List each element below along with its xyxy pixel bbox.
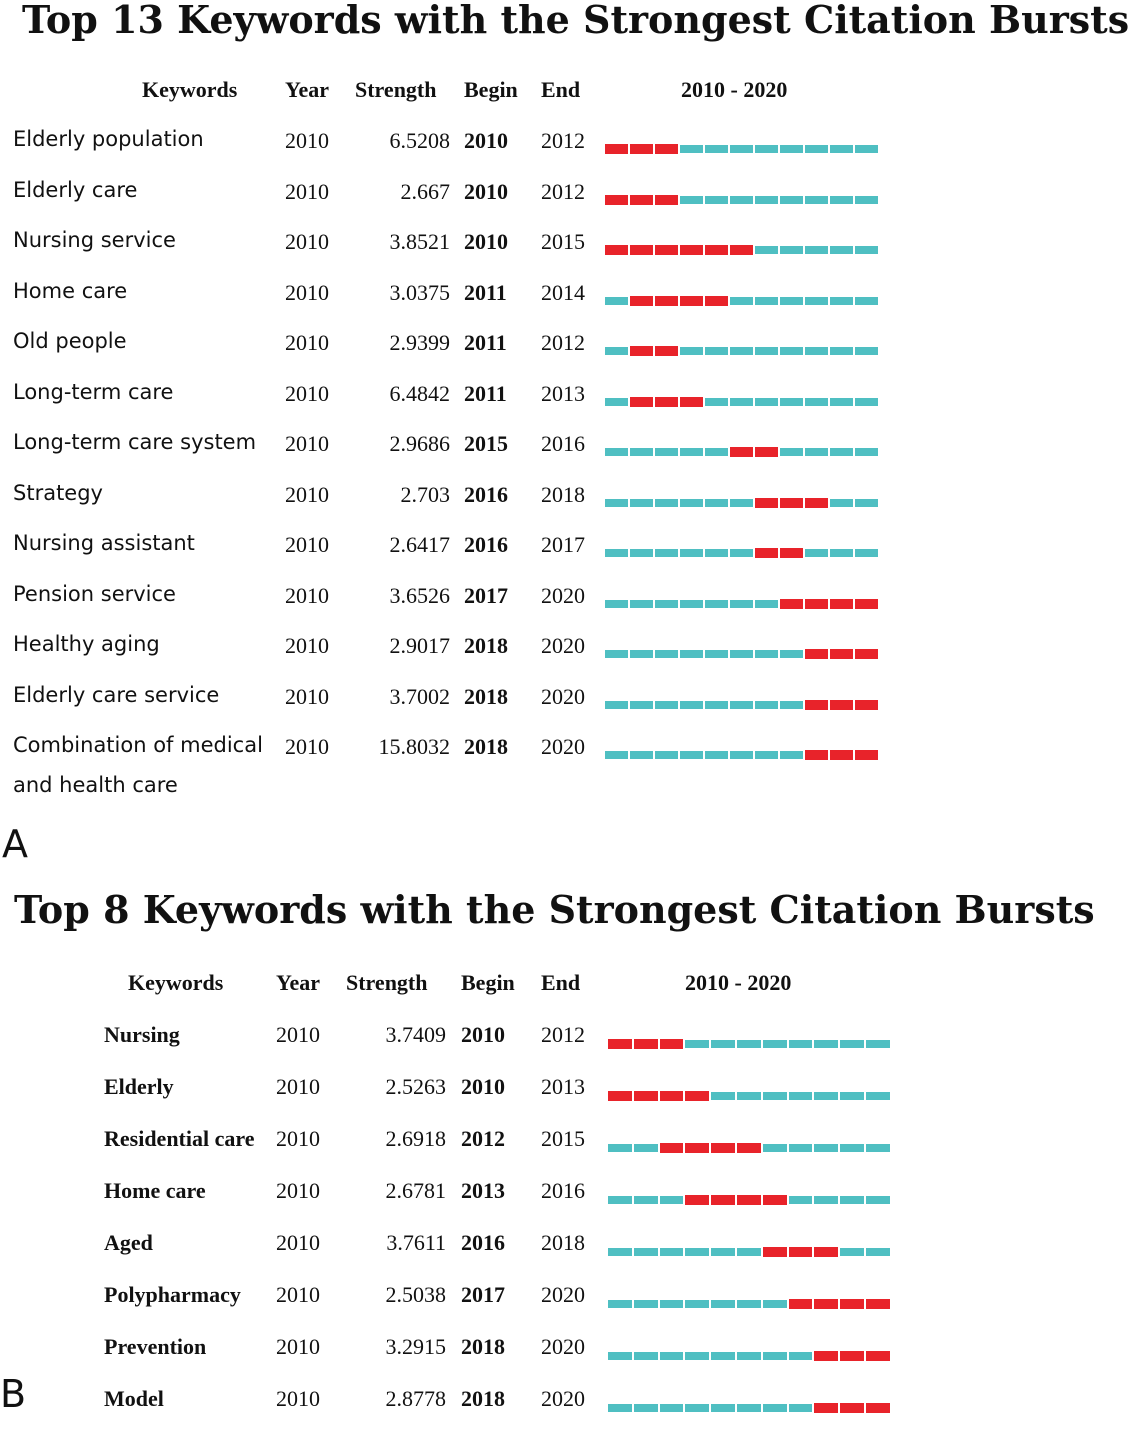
begin-year: 2011: [464, 330, 507, 355]
normal-segment: [685, 1404, 709, 1412]
normal-segment: [840, 1092, 864, 1100]
begin-year: 2018: [461, 1334, 505, 1359]
burst-segment: [685, 1195, 709, 1205]
normal-segment: [737, 1248, 761, 1256]
year-value: 2010: [285, 128, 329, 153]
year-value: 2010: [276, 1386, 320, 1411]
year-value: 2010: [285, 633, 329, 658]
normal-segment: [711, 1300, 735, 1308]
panel-a-label: A: [2, 822, 28, 866]
keyword-label: Elderly care: [13, 177, 138, 202]
burst-segment: [737, 1195, 761, 1205]
normal-segment: [711, 1248, 735, 1256]
burst-timeline: [608, 1092, 892, 1100]
normal-segment: [660, 1404, 684, 1412]
begin-year: 2018: [461, 1386, 505, 1411]
begin-year: 2018: [464, 683, 508, 709]
burst-segment: [711, 1143, 735, 1153]
keyword-label: Combination of medical and health care: [13, 733, 263, 797]
end-year: 2020: [541, 1386, 585, 1411]
table-row: [0, 1276, 983, 1326]
year-value: 2010: [285, 734, 329, 759]
begin-year: 2011: [464, 279, 507, 305]
normal-segment: [814, 1040, 838, 1048]
strength-value: 3.0375: [389, 279, 450, 305]
panel-b-title: Top 8 Keywords with the Strongest Citation Bursts: [14, 887, 1095, 932]
normal-segment: [608, 1248, 632, 1256]
year-value: 2010: [285, 683, 329, 709]
year-value: 2010: [276, 1074, 320, 1099]
begin-year: 2010: [464, 128, 508, 153]
end-year: 2013: [541, 1074, 585, 1099]
burst-timeline: [608, 1352, 892, 1360]
burst-segment: [789, 1299, 813, 1309]
normal-segment: [763, 1352, 787, 1360]
burst-segment: [814, 1403, 838, 1413]
burst-timeline: [608, 1144, 892, 1152]
begin-year: 2016: [461, 1230, 505, 1255]
normal-segment: [866, 1248, 890, 1256]
end-year: 2015: [541, 229, 585, 254]
normal-segment: [608, 1300, 632, 1308]
burst-segment: [763, 1195, 787, 1205]
normal-segment: [711, 1092, 735, 1100]
normal-segment: [660, 1248, 684, 1256]
end-year: 2014: [541, 279, 585, 305]
normal-segment: [634, 1144, 658, 1152]
end-year: 2017: [541, 532, 585, 557]
normal-segment: [763, 1092, 787, 1100]
normal-segment: [711, 1040, 735, 1048]
normal-segment: [763, 1300, 787, 1308]
normal-segment: [866, 1144, 890, 1152]
header-begin: Begin: [464, 77, 518, 102]
year-value: 2010: [285, 431, 329, 456]
strength-value: 3.8521: [389, 229, 450, 254]
end-year: 2015: [541, 1126, 585, 1151]
table-row: [0, 1068, 983, 1118]
year-value: 2010: [285, 178, 329, 204]
burst-segment: [866, 1351, 890, 1361]
table-row: [0, 1016, 983, 1066]
header-strength: Strength: [346, 970, 428, 995]
normal-segment: [608, 1352, 632, 1360]
table-row: [0, 1380, 983, 1430]
normal-segment: [608, 1144, 632, 1152]
normal-segment: [840, 1196, 864, 1204]
burst-segment: [840, 1351, 864, 1361]
strength-value: 2.9686: [389, 431, 450, 456]
normal-segment: [866, 1092, 890, 1100]
panel-b-label: B: [0, 1372, 27, 1416]
header-strength: Strength: [355, 77, 437, 102]
burst-segment: [814, 1299, 838, 1309]
burst-segment: [608, 1039, 632, 1049]
year-value: 2010: [276, 1334, 320, 1359]
panel-a-title: Top 13 Keywords with the Strongest Citation Bursts: [22, 0, 1129, 42]
keyword-label: Nursing: [104, 1022, 180, 1047]
keyword-label: Nursing service: [13, 228, 176, 252]
strength-value: 2.9017: [389, 633, 450, 658]
normal-segment: [814, 1196, 838, 1204]
strength-value: 6.4842: [389, 380, 450, 406]
table-row: [0, 1224, 983, 1274]
end-year: 2012: [541, 178, 585, 204]
strength-value: 2.8778: [385, 1386, 446, 1411]
normal-segment: [840, 1144, 864, 1152]
strength-value: 2.6417: [389, 532, 450, 557]
end-year: 2012: [541, 1022, 585, 1047]
keyword-label: Strategy: [13, 480, 103, 505]
year-value: 2010: [276, 1022, 320, 1047]
strength-value: 3.7611: [386, 1230, 446, 1255]
normal-segment: [763, 1040, 787, 1048]
burst-segment: [634, 1039, 658, 1049]
end-year: 2020: [541, 1282, 585, 1307]
header-year: Year: [276, 970, 320, 995]
normal-segment: [685, 1300, 709, 1308]
header-year: Year: [285, 77, 329, 102]
burst-segment: [814, 1351, 838, 1361]
burst-segment: [660, 1091, 684, 1101]
end-year: 2012: [541, 330, 585, 355]
keyword-label: Healthy aging: [13, 632, 160, 656]
normal-segment: [634, 1404, 658, 1412]
begin-year: 2011: [464, 380, 507, 406]
year-value: 2010: [276, 1282, 320, 1307]
begin-year: 2010: [461, 1022, 505, 1047]
year-value: 2010: [285, 229, 329, 254]
normal-segment: [634, 1352, 658, 1360]
year-value: 2010: [276, 1230, 320, 1255]
table-row: [0, 1120, 983, 1170]
normal-segment: [685, 1352, 709, 1360]
normal-segment: [814, 1092, 838, 1100]
normal-segment: [660, 1352, 684, 1360]
normal-segment: [866, 1196, 890, 1204]
normal-segment: [737, 1040, 761, 1048]
strength-value: 2.6781: [385, 1178, 446, 1203]
end-year: 2013: [541, 380, 585, 406]
begin-year: 2015: [464, 431, 508, 456]
strength-value: 2.6918: [385, 1126, 446, 1151]
burst-segment: [866, 1403, 890, 1413]
keyword-label: Home care: [13, 278, 128, 303]
keyword-label: Nursing assistant: [13, 531, 195, 555]
end-year: 2020: [541, 582, 585, 608]
normal-segment: [634, 1300, 658, 1308]
normal-segment: [737, 1352, 761, 1360]
header-end: End: [541, 77, 581, 102]
keyword-label: Home care: [104, 1178, 206, 1203]
normal-segment: [789, 1404, 813, 1412]
normal-segment: [737, 1300, 761, 1308]
year-value: 2010: [285, 279, 329, 305]
burst-segment: [789, 1247, 813, 1257]
normal-segment: [711, 1352, 735, 1360]
burst-segment: [866, 1299, 890, 1309]
normal-segment: [608, 1196, 632, 1204]
burst-segment: [634, 1091, 658, 1101]
header-keywords: Keywords: [142, 77, 238, 102]
normal-segment: [814, 1144, 838, 1152]
strength-value: 2.703: [400, 481, 450, 507]
normal-segment: [608, 1404, 632, 1412]
begin-year: 2016: [464, 532, 508, 557]
year-value: 2010: [276, 1178, 320, 1203]
table-row: [0, 1328, 983, 1378]
normal-segment: [789, 1144, 813, 1152]
keyword-label: Elderly population: [13, 127, 204, 151]
burst-timeline: [608, 1248, 892, 1256]
keyword-label: Pension service: [13, 581, 176, 606]
keyword-label: Elderly: [104, 1074, 174, 1099]
normal-segment: [789, 1196, 813, 1204]
burst-segment: [660, 1143, 684, 1153]
burst-segment: [685, 1143, 709, 1153]
normal-segment: [789, 1040, 813, 1048]
normal-segment: [737, 1092, 761, 1100]
end-year: 2020: [541, 734, 585, 759]
year-value: 2010: [285, 532, 329, 557]
strength-value: 3.6526: [389, 582, 450, 608]
normal-segment: [866, 1040, 890, 1048]
begin-year: 2013: [461, 1178, 505, 1203]
year-value: 2010: [285, 582, 329, 608]
normal-segment: [789, 1352, 813, 1360]
strength-value: 2.5038: [385, 1282, 446, 1307]
strength-value: 2.9399: [389, 330, 450, 355]
keyword-label: Aged: [104, 1230, 153, 1255]
keyword-label: Old people: [13, 329, 127, 353]
end-year: 2020: [541, 633, 585, 658]
keyword-label: Prevention: [104, 1334, 207, 1359]
strength-value: 6.5208: [389, 128, 450, 153]
header-keywords: Keywords: [128, 970, 224, 995]
burst-segment: [814, 1247, 838, 1257]
burst-segment: [840, 1403, 864, 1413]
end-year: 2018: [541, 1230, 585, 1255]
end-year: 2016: [541, 431, 585, 456]
strength-value: 2.667: [400, 178, 450, 204]
table-row: [0, 1172, 983, 1222]
header-begin: Begin: [461, 970, 515, 995]
normal-segment: [737, 1404, 761, 1412]
begin-year: 2016: [464, 481, 508, 507]
strength-value: 3.7002: [389, 683, 450, 709]
keyword-label: Model: [104, 1386, 164, 1411]
keyword-label: Long-term care: [13, 379, 174, 404]
begin-year: 2010: [464, 178, 508, 204]
normal-segment: [789, 1092, 813, 1100]
strength-value: 3.7409: [385, 1022, 446, 1047]
normal-segment: [660, 1196, 684, 1204]
begin-year: 2017: [461, 1282, 505, 1307]
burst-segment: [737, 1143, 761, 1153]
begin-year: 2018: [464, 633, 508, 658]
end-year: 2012: [541, 128, 585, 153]
keyword-label: Residential care: [104, 1126, 255, 1151]
keyword-label: Polypharmacy: [104, 1282, 241, 1307]
end-year: 2020: [541, 1334, 585, 1359]
header-end: End: [541, 970, 581, 995]
normal-segment: [634, 1196, 658, 1204]
burst-segment: [608, 1091, 632, 1101]
burst-segment: [685, 1091, 709, 1101]
year-value: 2010: [285, 481, 329, 507]
year-value: 2010: [285, 380, 329, 406]
begin-year: 2018: [464, 734, 508, 759]
begin-year: 2012: [461, 1126, 505, 1151]
header-range: 2010 - 2020: [681, 77, 788, 102]
end-year: 2018: [541, 481, 585, 507]
end-year: 2020: [541, 683, 585, 709]
strength-value: 15.8032: [378, 734, 450, 759]
keyword-label: Elderly care service: [13, 682, 220, 707]
normal-segment: [763, 1404, 787, 1412]
year-value: 2010: [276, 1126, 320, 1151]
burst-timeline: [608, 1040, 892, 1048]
normal-segment: [685, 1248, 709, 1256]
begin-year: 2017: [464, 582, 508, 608]
normal-segment: [711, 1404, 735, 1412]
normal-segment: [763, 1144, 787, 1152]
keyword-label: Long-term care system: [13, 430, 257, 454]
burst-timeline: [608, 1300, 892, 1308]
strength-value: 2.5263: [385, 1074, 446, 1099]
year-value: 2010: [285, 330, 329, 355]
begin-year: 2010: [461, 1074, 505, 1099]
burst-segment: [660, 1039, 684, 1049]
burst-segment: [840, 1299, 864, 1309]
end-year: 2016: [541, 1178, 585, 1203]
normal-segment: [840, 1040, 864, 1048]
burst-timeline: [608, 1196, 892, 1204]
normal-segment: [685, 1040, 709, 1048]
begin-year: 2010: [464, 229, 508, 254]
normal-segment: [660, 1300, 684, 1308]
normal-segment: [634, 1248, 658, 1256]
burst-segment: [763, 1247, 787, 1257]
normal-segment: [840, 1248, 864, 1256]
burst-segment: [711, 1195, 735, 1205]
burst-timeline: [608, 1404, 892, 1412]
strength-value: 3.2915: [385, 1334, 446, 1359]
header-range: 2010 - 2020: [685, 970, 792, 995]
